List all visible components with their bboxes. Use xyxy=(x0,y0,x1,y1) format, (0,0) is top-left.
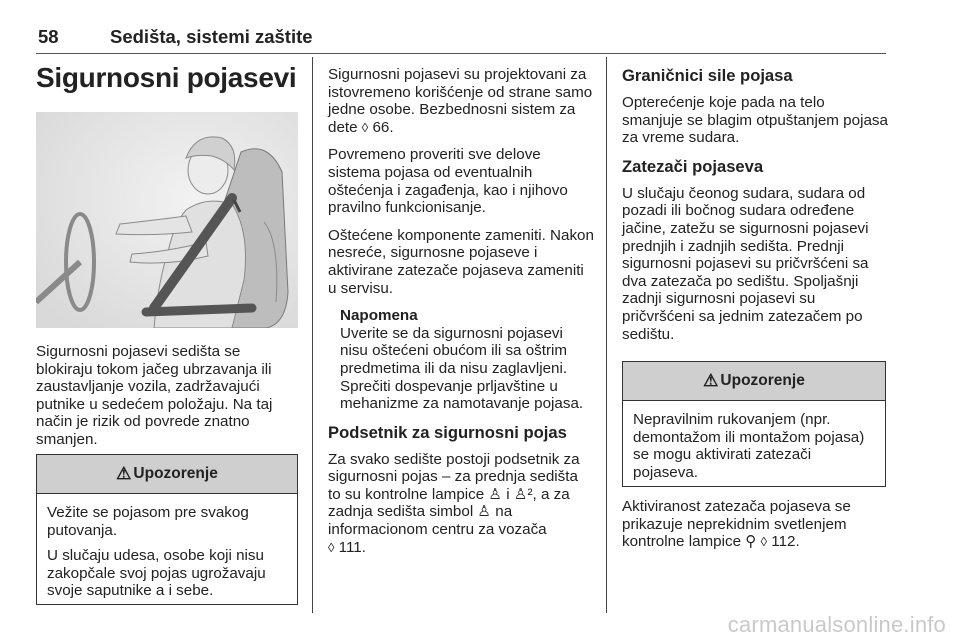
column-divider-2 xyxy=(606,57,607,613)
reminder-text: Za svako sedište postoji podsetnik za sigurnosni pojas – za prednja sedišta to su kontrolne lampice xyxy=(328,450,580,503)
warning-body-1 xyxy=(37,494,297,600)
warning-triangle-icon: ⚠ xyxy=(703,371,719,390)
page-header xyxy=(38,26,313,48)
header-rule xyxy=(36,53,886,54)
note-title: Napomena xyxy=(340,307,418,325)
intro-paragraph: Sigurnosni pojasevi sedišta se blokiraju tokom jačeg ubrzavanja ili zaustavljanje vozila, zadržavajući putnike u sedećem položaju. Na taj način je rizik od povrede znatno smanjen. xyxy=(36,343,273,448)
usage-text: Sigurnosni pojasevi su projektovani za istovremeno korišćenje od strane samo jedne osobe. Bezbednosni sistem za dete xyxy=(328,66,593,136)
warning-header-2 xyxy=(623,362,885,401)
reminder-heading: Podsetnik za sigurnosni pojas xyxy=(328,422,567,442)
column-2 xyxy=(328,66,594,566)
page-reference-icon: ◊ xyxy=(328,539,335,555)
replacement-paragraph: Oštećene komponente zameniti. Nakon nesreće, sigurnosne pojaseve i aktivirane zatezače pojaseva zameniti u servisu. xyxy=(328,226,594,297)
warning-paragraph: U slučaju udesa, osobe koji nisu zakopčale svoj pojas ugrožavaju svoje saputnike a i sebe. xyxy=(47,547,266,600)
pretensioner-heading: Zatezači pojaseva xyxy=(622,156,764,176)
warning-paragraph: Nepravilnim rukovanjem (npr. demontažom ili montažom pojasa) se mogu aktivirati zatezači pojaseva. xyxy=(633,411,865,481)
watermark: carmanualsonline.info xyxy=(727,612,946,637)
note-block xyxy=(328,307,594,413)
activation-block xyxy=(622,498,888,561)
section-title: Sedišta, sistemi zaštite xyxy=(110,26,313,47)
pretensioner-paragraph: U slučaju čeonog sudara, sudara od pozadi ili bočnog sudara određene jačine, zatežu se sigurnosni pojasevi prednjih i zadnjih sedišta. Prednji sigurnosni pojasevi su pričvršćeni sa dva zatezača po sedištu. Spoljašnji zadnji sigurnosni pojasevi su pričvršćeni sa jednim zatezačem po sedištu. xyxy=(622,184,869,343)
warning-triangle-icon: ⚠ xyxy=(116,464,132,483)
column-divider-1 xyxy=(312,57,313,613)
warning-box-2 xyxy=(622,361,886,487)
seatbelt-illustration xyxy=(36,112,298,328)
pretensioner-lamp-icon: ⚲ xyxy=(745,533,757,551)
warning-header-1 xyxy=(37,455,297,494)
column-3 xyxy=(622,66,888,353)
page-number: 58 xyxy=(38,26,59,47)
warning-box-1 xyxy=(36,454,298,605)
reminder-text: , a za zadnja sedišta simbol xyxy=(328,485,570,521)
page-reference: 66. xyxy=(372,118,394,136)
warning-title-1: Upozorenje xyxy=(133,465,218,482)
page-reference: 111. xyxy=(338,538,366,556)
limiter-paragraph: Opterećenje koje pada na telo smanjuje se blagim otpuštanjem pojasa za vreme sudara. xyxy=(622,94,888,147)
page-reference-icon: ◊ xyxy=(361,119,369,135)
inspection-paragraph: Povremeno proveriti sve delove sistema pojasa od eventualnih oštećenja i zagađenja, kao i njihovo pravilno funkcionisanje. xyxy=(328,146,568,217)
activation-text: Aktiviranost zatezača pojaseva se prikazuje neprekidnim svetlenjem kontrolne lampice xyxy=(622,498,851,551)
note-text: Uverite se da sigurnosni pojasevi nisu oštećeni obućom ili sa oštrim predmetima ili da nisu zaglavljeni. Sprečiti dospevanje prljavštine u mehanizme za namotavanje pojasa. xyxy=(340,324,584,413)
page-title: Sigurnosni pojasevi xyxy=(36,62,297,93)
seatbelt-warning-icon: ♙ xyxy=(488,485,503,503)
page-reference-icon: ◊ xyxy=(760,534,768,550)
warning-body-2 xyxy=(623,401,885,481)
reminder-paragraph xyxy=(328,451,594,557)
warning-paragraph: Vežite se pojasom pre svakog putovanja. xyxy=(47,504,249,539)
limiter-heading: Graničnici sile pojasa xyxy=(622,66,793,85)
usage-paragraph xyxy=(328,66,594,136)
reminder-text: na informacionom centru za vozača xyxy=(328,503,547,539)
page-reference: 112. xyxy=(771,533,800,551)
warning-title-2: Upozorenje xyxy=(720,372,805,389)
seatbelt-warning-icon-rear: ♙ xyxy=(477,503,492,521)
activation-paragraph xyxy=(622,498,888,551)
reminder-text: i xyxy=(502,485,514,503)
seatbelt-warning-icon-2: ♙² xyxy=(513,485,533,503)
column-1 xyxy=(36,343,298,459)
